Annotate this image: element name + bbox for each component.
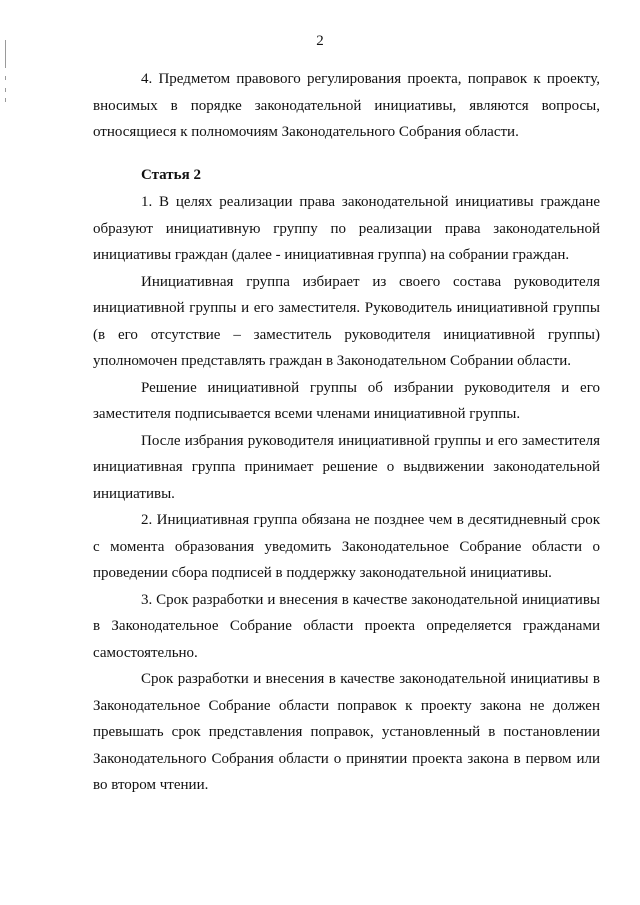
paragraph: Инициативная группа избирает из своего состава руководителя инициативной группы и его заместителя. Руководитель инициативной группы (в его отсутствие – заместитель руководителя инициативной группы) уполномочен представлять граждан в Законодательном Собрании области. bbox=[93, 273, 600, 369]
paragraph: 3. Срок разработки и внесения в качестве законодательной инициативы в Законодательное Собрание области проекта определяется гражданами самостоятельно. bbox=[93, 591, 600, 661]
scan-margin-line bbox=[5, 98, 6, 102]
page-number: 2 bbox=[316, 33, 324, 49]
article-heading: Статья 2 bbox=[141, 166, 201, 183]
paragraph: 1. В целях реализации права законодательной инициативы граждане образуют инициативную группу по реализации права законодательной инициативы граждан (далее - инициативная группа) на собрании граждан. bbox=[93, 194, 600, 263]
paragraph: После избрания руководителя инициативной группы и его заместителя инициативная группа принимает решение о выдвижении законодательной инициативы. bbox=[93, 432, 600, 502]
paragraph: 2. Инициативная группа обязана не позднее чем в десятидневный срок с момента образования уведомить Законодательное Собрание области о проведении сбора подписей в поддержку законодательной инициативы. bbox=[93, 512, 600, 581]
paragraph: Решение инициативной группы об избрании руководителя и его заместителя подписывается всеми членами инициативной группы. bbox=[93, 379, 600, 422]
paragraph: 4. Предметом правового регулирования проекта, поправок к проекту, вносимых в порядке законодательной инициативы, являются вопросы, относящиеся к полномочиям Законодательного Собрания области. bbox=[93, 71, 600, 140]
scan-margin-line bbox=[5, 88, 6, 92]
paragraph: Срок разработки и внесения в качестве законодательной инициативы в Законодательное Собрание области поправок к проекту закона не должен превышать срок представления поправок, установленный в постановлении Законодательного Собрания области о принятии проекта закона в первом или во втором чтении. bbox=[93, 671, 600, 793]
document-body bbox=[93, 66, 600, 799]
scan-margin-line bbox=[5, 76, 6, 80]
